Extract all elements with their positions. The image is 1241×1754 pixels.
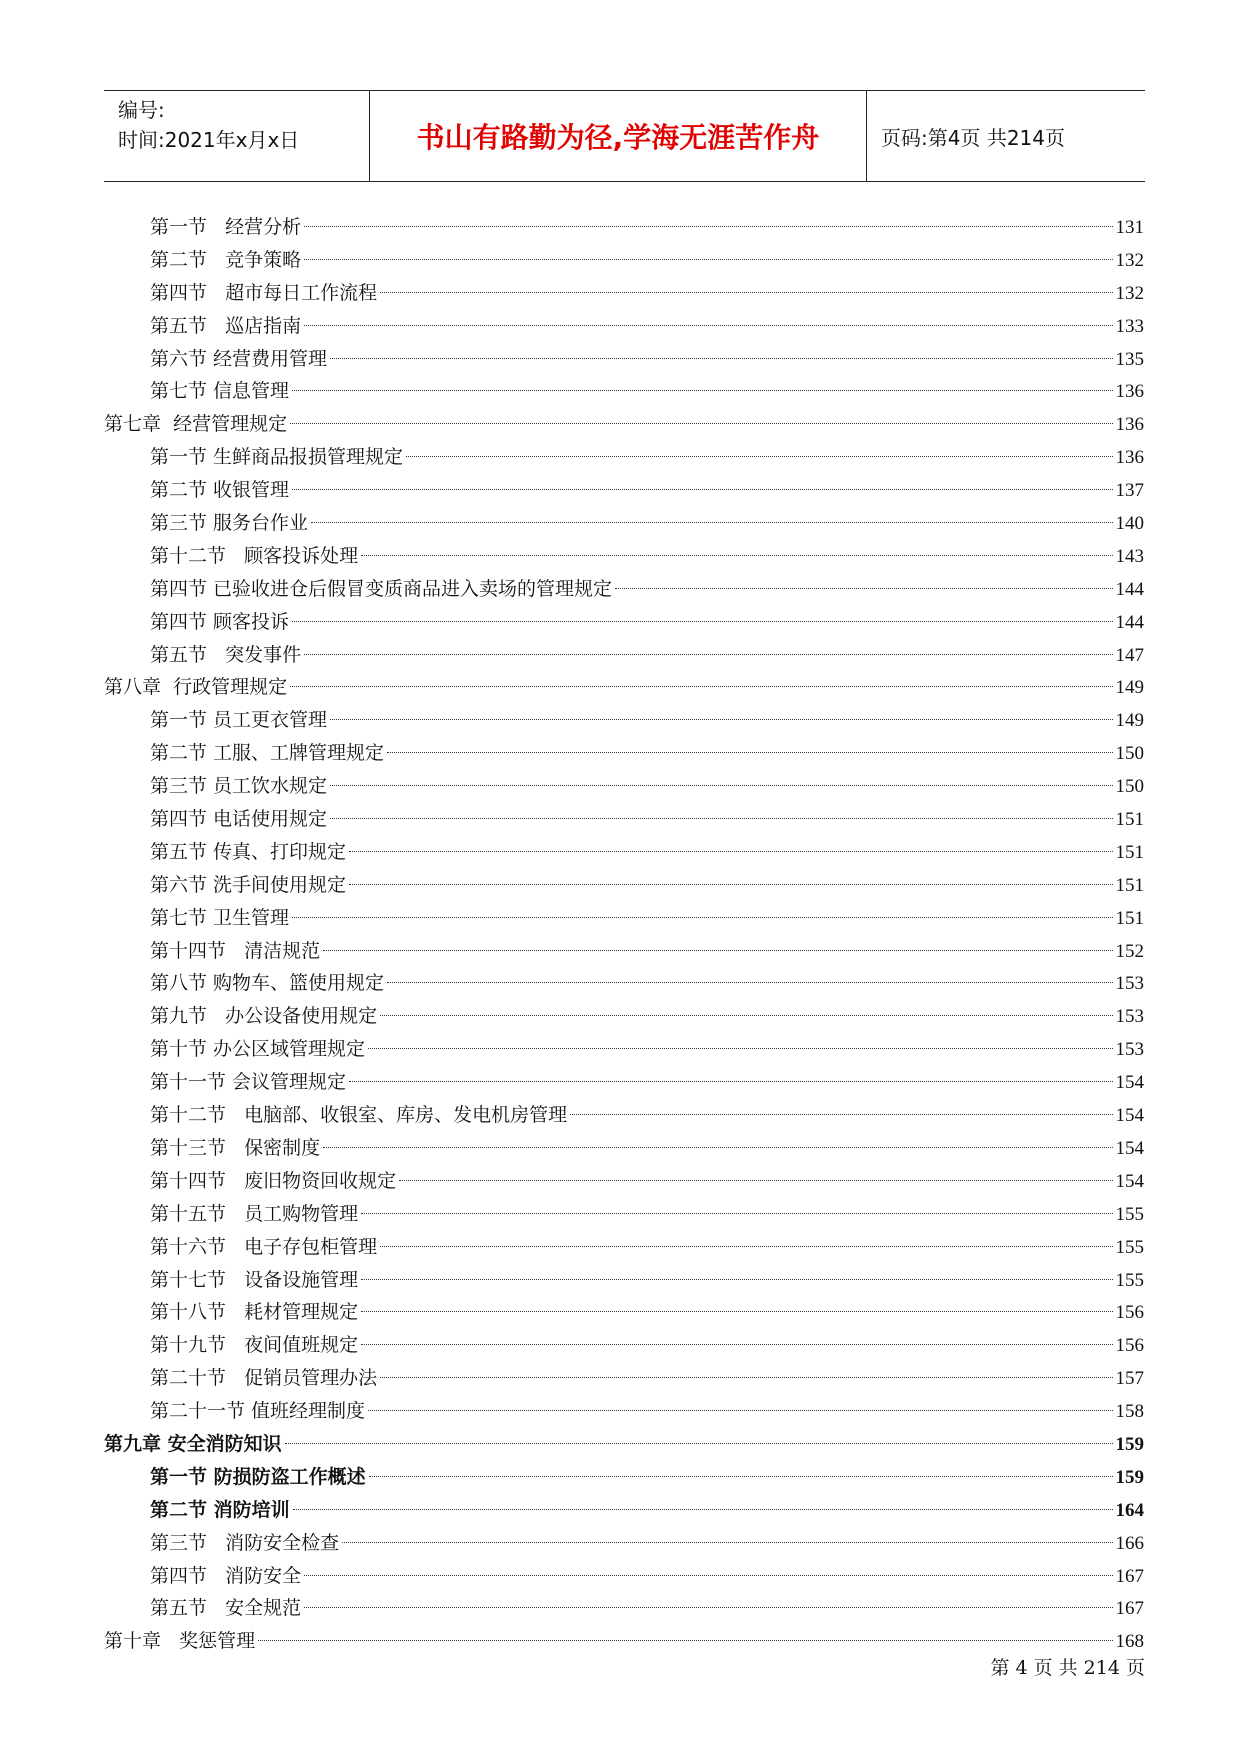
toc-entry-page-number: 132 bbox=[1115, 249, 1144, 271]
toc-entry-title: 第十七节 设备设施管理 bbox=[150, 1268, 359, 1291]
toc-entry[interactable] bbox=[104, 1395, 1144, 1428]
toc-leader-dots bbox=[361, 1311, 1112, 1312]
toc-entry-title: 第十三节 保密制度 bbox=[150, 1136, 321, 1159]
toc-entry[interactable] bbox=[104, 1231, 1144, 1264]
toc-entry-page-number: 149 bbox=[1115, 677, 1144, 699]
toc-entry[interactable] bbox=[104, 967, 1144, 1000]
toc-leader-dots bbox=[292, 621, 1112, 622]
toc-entry-title: 第二十一节 值班经理制度 bbox=[150, 1400, 366, 1423]
toc-leader-dots bbox=[380, 1015, 1112, 1016]
toc-entry[interactable] bbox=[104, 1527, 1144, 1560]
toc-entry-title: 第二节 收银管理 bbox=[150, 479, 290, 502]
toc-entry-page-number: 140 bbox=[1115, 513, 1144, 535]
toc-entry-page-number: 154 bbox=[1115, 1170, 1144, 1192]
toc-entry[interactable] bbox=[104, 1362, 1144, 1395]
toc-entry[interactable] bbox=[104, 704, 1144, 737]
toc-leader-dots bbox=[285, 1443, 1113, 1444]
toc-entry-page-number: 136 bbox=[1115, 414, 1144, 436]
toc-entry-title: 第七章 经营管理规定 bbox=[104, 413, 288, 436]
toc-entry-page-number: 164 bbox=[1115, 1499, 1144, 1521]
toc-entry-page-number: 154 bbox=[1115, 1072, 1144, 1094]
toc-entry-title: 第五节 突发事件 bbox=[150, 643, 302, 666]
toc-entry-page-number: 153 bbox=[1115, 973, 1144, 995]
toc-entry[interactable] bbox=[104, 1198, 1144, 1231]
toc-entry[interactable] bbox=[104, 244, 1144, 277]
toc-entry-title: 第十章 奖惩管理 bbox=[104, 1630, 256, 1653]
toc-entry[interactable] bbox=[104, 1264, 1144, 1297]
toc-leader-dots bbox=[258, 1640, 1112, 1641]
toc-leader-dots bbox=[292, 917, 1112, 918]
toc-entry-page-number: 155 bbox=[1115, 1236, 1144, 1258]
toc-entry-page-number: 167 bbox=[1115, 1598, 1144, 1620]
toc-entry-page-number: 143 bbox=[1115, 545, 1144, 567]
toc-leader-dots bbox=[293, 1509, 1113, 1510]
toc-leader-dots bbox=[330, 358, 1112, 359]
toc-entry-page-number: 156 bbox=[1115, 1335, 1144, 1357]
toc-leader-dots bbox=[361, 1344, 1112, 1345]
toc-entry-title: 第十四节 清洁规范 bbox=[150, 939, 321, 962]
toc-leader-dots bbox=[290, 423, 1112, 424]
toc-entry-page-number: 136 bbox=[1115, 447, 1144, 469]
toc-entry-page-number: 136 bbox=[1115, 381, 1144, 403]
toc-entry-page-number: 168 bbox=[1115, 1631, 1144, 1653]
toc-entry-title: 第四节 顾客投诉 bbox=[150, 610, 290, 633]
toc-entry-page-number: 154 bbox=[1115, 1137, 1144, 1159]
header-meta bbox=[104, 91, 370, 181]
toc-entry[interactable] bbox=[104, 1066, 1144, 1099]
toc-entry-title: 第十五节 员工购物管理 bbox=[150, 1202, 359, 1225]
toc-entry-title: 第十八节 耗材管理规定 bbox=[150, 1301, 359, 1324]
toc-leader-dots bbox=[369, 1476, 1113, 1477]
document-number-label: 编号: bbox=[118, 98, 165, 122]
toc-entry-title: 第六节 洗手间使用规定 bbox=[150, 873, 347, 896]
toc-entry-title: 第二节 工服、工牌管理规定 bbox=[150, 742, 385, 765]
toc-leader-dots bbox=[323, 1147, 1112, 1148]
toc-entry[interactable] bbox=[104, 474, 1144, 507]
toc-entry-page-number: 135 bbox=[1115, 348, 1144, 370]
toc-entry[interactable] bbox=[104, 507, 1144, 540]
toc-entry-page-number: 155 bbox=[1115, 1269, 1144, 1291]
toc-leader-dots bbox=[330, 785, 1112, 786]
toc-leader-dots bbox=[399, 1180, 1112, 1181]
toc-entry-title: 第十六节 电子存包柜管理 bbox=[150, 1235, 378, 1258]
toc-entry[interactable] bbox=[104, 343, 1144, 376]
toc-entry-title: 第六节 经营费用管理 bbox=[150, 347, 328, 370]
toc-leader-dots bbox=[380, 1377, 1112, 1378]
toc-entry-page-number: 151 bbox=[1115, 809, 1144, 831]
toc-entry-page-number: 159 bbox=[1115, 1466, 1144, 1488]
toc-entry-title: 第三节 员工饮水规定 bbox=[150, 775, 328, 798]
toc-entry-title: 第一节 生鲜商品报损管理规定 bbox=[150, 446, 404, 469]
toc-leader-dots bbox=[330, 818, 1112, 819]
header-page-info: 页码:第4页 共214页 bbox=[881, 125, 1065, 150]
toc-leader-dots bbox=[387, 752, 1112, 753]
toc-leader-dots bbox=[361, 555, 1112, 556]
toc-entry[interactable] bbox=[104, 1132, 1144, 1165]
toc-entry-title: 第四节 消防安全 bbox=[150, 1564, 302, 1587]
toc-entry[interactable] bbox=[104, 540, 1144, 573]
header-slogan: 书山有路勤为径,学海无涯苦作舟 bbox=[370, 91, 867, 181]
toc-entry-page-number: 156 bbox=[1115, 1302, 1144, 1324]
toc-entry-title: 第一节 防损防盗工作概述 bbox=[150, 1465, 366, 1488]
toc-entry-page-number: 166 bbox=[1115, 1532, 1144, 1554]
toc-entry-page-number: 158 bbox=[1115, 1401, 1144, 1423]
toc-leader-dots bbox=[387, 982, 1112, 983]
toc-entry-page-number: 147 bbox=[1115, 644, 1144, 666]
toc-entry[interactable] bbox=[104, 1560, 1144, 1593]
toc-leader-dots bbox=[292, 489, 1112, 490]
toc-leader-dots bbox=[330, 719, 1112, 720]
toc-leader-dots bbox=[349, 1081, 1112, 1082]
toc-leader-dots bbox=[304, 259, 1112, 260]
toc-entry-page-number: 149 bbox=[1115, 710, 1144, 732]
toc-entry[interactable] bbox=[104, 770, 1144, 803]
toc-leader-dots bbox=[380, 1246, 1112, 1247]
toc-entry-title: 第二节 消防培训 bbox=[150, 1498, 290, 1521]
toc-leader-dots bbox=[361, 1279, 1112, 1280]
toc-entry-title: 第十四节 废旧物资回收规定 bbox=[150, 1169, 397, 1192]
toc-entry[interactable] bbox=[104, 408, 1144, 441]
toc-entry-title: 第一节 员工更衣管理 bbox=[150, 709, 328, 732]
toc-entry[interactable] bbox=[104, 869, 1144, 902]
table-of-contents bbox=[104, 211, 1144, 1658]
toc-leader-dots bbox=[304, 325, 1112, 326]
toc-entry[interactable] bbox=[104, 277, 1144, 310]
toc-leader-dots bbox=[349, 884, 1112, 885]
toc-entry[interactable] bbox=[104, 1296, 1144, 1329]
document-time: 时间:2021年x月x日 bbox=[118, 128, 300, 152]
toc-leader-dots bbox=[380, 292, 1112, 293]
toc-entry-title: 第十二节 电脑部、收银室、库房、发电机房管理 bbox=[150, 1104, 568, 1127]
toc-entry-title: 第八章 行政管理规定 bbox=[104, 676, 288, 699]
toc-entry-title: 第二十节 促销员管理办法 bbox=[150, 1367, 378, 1390]
toc-entry-title: 第七节 信息管理 bbox=[150, 380, 290, 403]
toc-entry-title: 第三节 服务台作业 bbox=[150, 512, 309, 535]
toc-entry-page-number: 137 bbox=[1115, 480, 1144, 502]
toc-entry-page-number: 133 bbox=[1115, 315, 1144, 337]
toc-leader-dots bbox=[349, 851, 1112, 852]
toc-leader-dots bbox=[342, 1542, 1112, 1543]
toc-entry[interactable] bbox=[104, 836, 1144, 869]
toc-entry-title: 第九节 办公设备使用规定 bbox=[150, 1005, 378, 1028]
toc-leader-dots bbox=[311, 522, 1112, 523]
toc-entry[interactable] bbox=[104, 375, 1144, 408]
toc-leader-dots bbox=[570, 1114, 1112, 1115]
toc-leader-dots bbox=[304, 654, 1112, 655]
toc-entry-page-number: 150 bbox=[1115, 776, 1144, 798]
toc-entry-title: 第七节 卫生管理 bbox=[150, 906, 290, 929]
toc-entry-page-number: 144 bbox=[1115, 578, 1144, 600]
toc-entry[interactable] bbox=[104, 441, 1144, 474]
toc-entry[interactable] bbox=[104, 1000, 1144, 1033]
toc-entry[interactable] bbox=[104, 1165, 1144, 1198]
toc-entry-page-number: 152 bbox=[1115, 940, 1144, 962]
toc-entry[interactable] bbox=[104, 803, 1144, 836]
toc-entry-title: 第四节 电话使用规定 bbox=[150, 808, 328, 831]
toc-entry[interactable] bbox=[104, 1494, 1144, 1527]
toc-entry-page-number: 131 bbox=[1115, 217, 1144, 238]
toc-entry[interactable] bbox=[104, 1461, 1144, 1494]
toc-entry-title: 第四节 已验收进仓后假冒变质商品进入卖场的管理规定 bbox=[150, 577, 613, 600]
toc-entry-page-number: 167 bbox=[1115, 1565, 1144, 1587]
toc-leader-dots bbox=[323, 950, 1112, 951]
toc-entry-title: 第五节 巡店指南 bbox=[150, 314, 302, 337]
toc-entry[interactable] bbox=[104, 310, 1144, 343]
toc-leader-dots bbox=[368, 1048, 1112, 1049]
toc-entry-page-number: 154 bbox=[1115, 1105, 1144, 1127]
toc-entry-title: 第九章 安全消防知识 bbox=[104, 1432, 282, 1455]
toc-entry-title: 第十一节 会议管理规定 bbox=[150, 1071, 347, 1094]
toc-leader-dots bbox=[615, 588, 1112, 589]
toc-entry-page-number: 153 bbox=[1115, 1006, 1144, 1028]
toc-entry[interactable] bbox=[104, 639, 1144, 672]
toc-entry-title: 第一节 经营分析 bbox=[150, 216, 302, 238]
toc-entry-page-number: 144 bbox=[1115, 611, 1144, 633]
toc-leader-dots bbox=[304, 226, 1112, 227]
toc-entry-page-number: 150 bbox=[1115, 743, 1144, 765]
toc-entry-title: 第十节 办公区域管理规定 bbox=[150, 1038, 366, 1061]
toc-leader-dots bbox=[304, 1575, 1112, 1576]
toc-leader-dots bbox=[292, 390, 1112, 391]
toc-entry-title: 第十九节 夜间值班规定 bbox=[150, 1334, 359, 1357]
toc-entry-page-number: 151 bbox=[1115, 874, 1144, 896]
toc-entry-title: 第四节 超市每日工作流程 bbox=[150, 281, 378, 304]
toc-entry[interactable] bbox=[104, 671, 1144, 704]
toc-entry-title: 第五节 传真、打印规定 bbox=[150, 840, 347, 863]
toc-entry[interactable] bbox=[104, 1428, 1144, 1461]
toc-entry-title: 第八节 购物车、篮使用规定 bbox=[150, 972, 385, 995]
toc-entry[interactable] bbox=[104, 1099, 1144, 1132]
page-footer: 第 4 页 共 214 页 bbox=[990, 1657, 1145, 1679]
toc-leader-dots bbox=[304, 1607, 1112, 1608]
toc-entry[interactable] bbox=[104, 1329, 1144, 1362]
toc-entry-title: 第二节 竞争策略 bbox=[150, 248, 302, 271]
toc-entry-page-number: 153 bbox=[1115, 1039, 1144, 1061]
toc-entry-title: 第十二节 顾客投诉处理 bbox=[150, 544, 359, 567]
toc-entry-title: 第五节 安全规范 bbox=[150, 1597, 302, 1620]
toc-entry[interactable] bbox=[104, 573, 1144, 606]
page-header bbox=[104, 90, 1145, 182]
toc-entry-page-number: 132 bbox=[1115, 282, 1144, 304]
toc-entry[interactable] bbox=[104, 606, 1144, 639]
toc-leader-dots bbox=[368, 1410, 1112, 1411]
toc-entry-page-number: 151 bbox=[1115, 841, 1144, 863]
toc-entry-title: 第三节 消防安全检查 bbox=[150, 1531, 340, 1554]
toc-entry[interactable] bbox=[104, 1033, 1144, 1066]
toc-entry[interactable] bbox=[104, 935, 1144, 968]
toc-entry-page-number: 155 bbox=[1115, 1203, 1144, 1225]
toc-entry[interactable] bbox=[104, 1625, 1144, 1658]
toc-leader-dots bbox=[290, 686, 1112, 687]
toc-entry-page-number: 159 bbox=[1115, 1433, 1144, 1455]
toc-entry-page-number: 151 bbox=[1115, 907, 1144, 929]
toc-leader-dots bbox=[406, 456, 1112, 457]
toc-entry[interactable] bbox=[104, 1592, 1144, 1625]
toc-entry[interactable] bbox=[104, 211, 1144, 244]
toc-entry[interactable] bbox=[104, 737, 1144, 770]
toc-leader-dots bbox=[361, 1213, 1112, 1214]
toc-entry[interactable] bbox=[104, 902, 1144, 935]
toc-entry-page-number: 157 bbox=[1115, 1368, 1144, 1390]
